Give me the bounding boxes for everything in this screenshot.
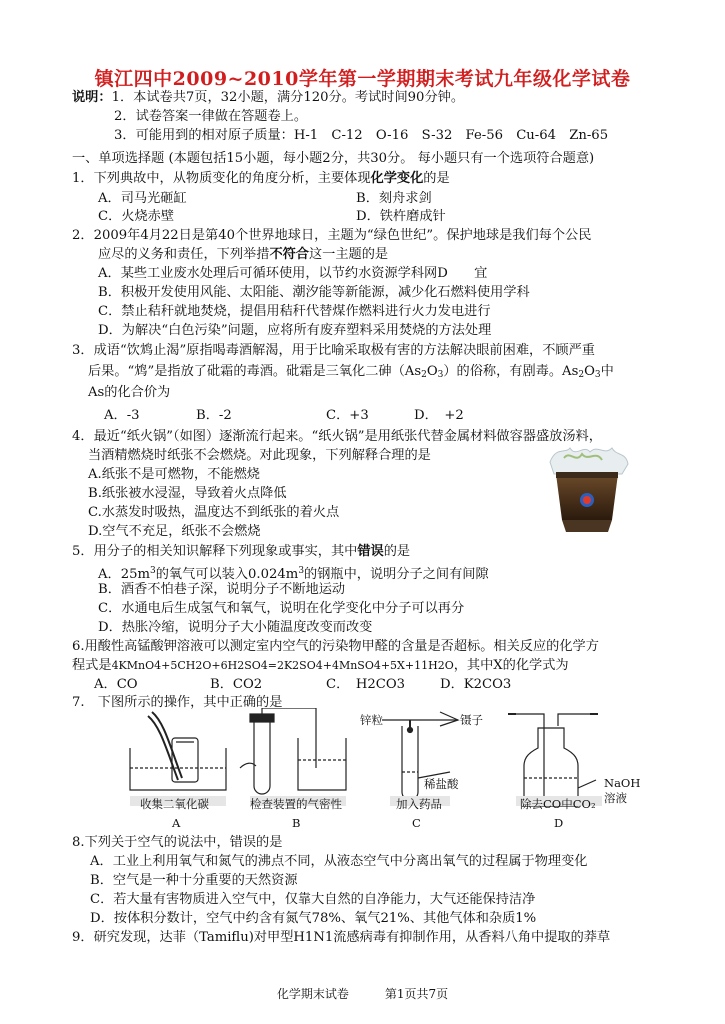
- q2-emphasis: 不符合: [269, 247, 309, 262]
- q5-a-text-3: 的钢瓶中，说明分子之间有间隙: [304, 567, 489, 582]
- q2-text-a: 应尽的义务和责任，下列举措: [98, 247, 270, 262]
- q5-a-text-1: A．25m: [98, 567, 150, 582]
- q6-option-a: A．CO: [94, 677, 138, 692]
- q3-option-b: B．-2: [196, 408, 232, 423]
- q3-line-3: As的化合价为: [88, 385, 171, 400]
- q7-stem: 7. 下图所示的操作，其中正确的是: [72, 695, 283, 710]
- note-3: 3．可能用到的相对原子质量：H-1 C-12 O-16 S-32 Fe-56 Cu-64 Zn-65: [114, 128, 609, 143]
- label-zinc: 锌粒: [360, 713, 383, 727]
- q2-option-b: B．积极开发使用风能、太阳能、潮汐能等新能源，减少化石燃料使用学科: [98, 285, 530, 300]
- q4-option-c: C.水蒸发时吸热，温度达不到纸张的着火点: [88, 505, 340, 520]
- q5-stem-text: 5．用分子的相关知识解释下列现象或事实，其中: [72, 544, 358, 559]
- q3-line-1: 3．成语“饮鸩止渴”原指喝毒酒解渴，用于比喻采取极有害的方法解决眼前困难，不顾严重: [72, 343, 595, 358]
- label-tweezers: 镊子: [460, 713, 483, 727]
- q6-line-1: 6.用酸性高锰酸钾溶液可以测定室内空气的污染物甲醛的含量是否超标。相关反应的化学方: [72, 639, 599, 654]
- q1-option-b: B．刻舟求剑: [356, 191, 432, 206]
- q6-text-a: 程式是: [72, 658, 112, 673]
- label-dilute-hcl: 稀盐酸: [424, 777, 459, 791]
- q3-sub-2: 3: [437, 370, 444, 380]
- q5-stem: [72, 543, 410, 561]
- caption-a: 收集二氧化碳: [140, 797, 209, 811]
- q3-sub-3: 2: [578, 370, 585, 380]
- q3-line-2: [88, 363, 614, 384]
- caption-d: 除去CO中CO₂: [520, 797, 596, 811]
- q3-text-i: 中: [600, 364, 614, 379]
- caption-c: 加入药品: [396, 797, 442, 811]
- q2-text-c: 这一主题的是: [309, 247, 389, 262]
- q3-sub-1: 2: [421, 370, 427, 380]
- q6-option-d: D．K2CO3: [440, 677, 512, 692]
- q8-option-c: C．若大量有害物质进入空气中，仅靠大自然的自净能力，大气还能保持洁净: [90, 892, 536, 907]
- q3-text-o2: O: [584, 364, 595, 379]
- q2-line-2: [98, 246, 388, 264]
- q3-option-d: D． +2: [414, 408, 464, 423]
- q6-line-2: [72, 657, 569, 675]
- figure-letter-c: C: [412, 816, 421, 830]
- question-1-stem: [72, 170, 450, 188]
- q5-a-sup-1: 3: [150, 566, 156, 576]
- notes-line-1: [72, 89, 464, 107]
- q3-text-e: ）的俗称，有剧毒。As: [443, 364, 579, 379]
- section-heading: 一、单项选择题 (本题包括15小题，每小题2分，共30分。 每小题只有一个选项符合题意): [72, 151, 595, 166]
- q8-option-b: B．空气是一种十分重要的天然资源: [90, 873, 298, 888]
- q8-stem: 8.下列关于空气的说法中，错误的是: [72, 835, 283, 850]
- q9-line-1: 9．研究发现，达菲（Tamiflu)对甲型H1N1流感病毒有抑制作用，从香料八角中提取的莽草: [72, 930, 611, 945]
- figure-letter-b: B: [292, 816, 301, 830]
- q6-equation: 4KMnO4+5CH2O+6H2SO4=2K2SO4+4MnSO4+5X+11H2O: [111, 659, 454, 672]
- q5-a-text-2: 的氧气可以装入0.024m: [155, 567, 299, 582]
- q5-emphasis: 错误: [357, 544, 384, 559]
- q4-option-a: A.纸张不是可燃物，不能燃烧: [88, 467, 260, 482]
- note-1: 1．本试卷共7页，32小题，满分120分。考试时间90分钟。: [111, 90, 465, 105]
- q1-option-c: C．火烧赤壁: [98, 209, 175, 224]
- q3-sub-4: 3: [594, 370, 601, 380]
- label-solution: 溶液: [604, 791, 627, 805]
- notes-label: 说明：: [72, 90, 112, 105]
- note-2: 2．试卷答案一律做在答题卷上。: [114, 109, 308, 124]
- q3-option-a: A．-3: [104, 408, 140, 423]
- q1-stem-end: 的是: [423, 171, 450, 186]
- q4-option-b: B.纸张被水浸湿，导致着火点降低: [88, 486, 287, 501]
- q8-option-d: D．按体积分数计，空气中约含有氮气78%、氧气21%、其他气体和杂质1%: [90, 911, 537, 926]
- q5-a-sup-2: 3: [298, 566, 305, 576]
- q2-option-c: C．禁止秸秆就地焚烧，提倡用秸秆代替煤作燃料进行火力发电进行: [98, 304, 491, 319]
- paper-hotpot-image: [542, 444, 632, 536]
- q5-option-c: C．水通电后生成氢气和氧气，说明在化学变化中分子可以再分: [98, 601, 465, 616]
- q2-line-1: 2．2009年4月22日是第40个世界地球日，主题为“绿色世纪”。保护地球是我们每个公民: [72, 228, 592, 243]
- q1-option-d: D．铁杵磨成针: [356, 209, 446, 224]
- q1-stem-text: 1．下列典故中，从物质变化的角度分析，主要体现: [72, 171, 371, 186]
- q6-option-b: B．CO2: [210, 677, 263, 692]
- q8-option-a: A．工业上利用氧气和氮气的沸点不同，从液态空气中分离出氧气的过程属于物理变化: [90, 854, 588, 869]
- q5-stem-end: 的是: [383, 544, 411, 559]
- q6-text-b: ，其中X的化学式为: [453, 658, 569, 673]
- page-title: 镇江四中2009~2010学年第一学期期末考试九年级化学试卷: [94, 68, 631, 90]
- q3-text-o1: O: [426, 364, 438, 379]
- q6-option-c: C． H2CO3: [326, 677, 406, 692]
- label-naoh: NaOH: [604, 776, 641, 790]
- q4-line-1: 4．最近“纸火锅”（如图）逐渐流行起来。“纸火锅”是用纸张代替金属材料做容器盛放汤料，: [72, 429, 602, 444]
- figure-letter-d: D: [554, 816, 564, 830]
- caption-b: 检查装置的气密性: [250, 797, 342, 811]
- q2-option-d: D．为解决“白色污染”问题，应将所有废弃塑料采用焚烧的方法处理: [98, 323, 492, 338]
- q3-text-a: 后果。“鸩”是指放了砒霜的毒酒。砒霜是三氧化二砷（As: [88, 364, 422, 379]
- q4-line-2: 当酒精燃烧时纸张不会燃烧。对此现象，下列解释合理的是: [88, 448, 431, 463]
- q1-option-a: A．司马光砸缸: [98, 191, 187, 206]
- page-footer: 化学期末试卷 第1页共7页: [276, 987, 449, 1001]
- figure-letter-a: A: [172, 816, 181, 830]
- q2-option-a: A．某些工业废水处理后可循环使用，以节约水资源学科网D 宜: [98, 266, 488, 281]
- q1-emphasis: 化学变化: [370, 171, 424, 186]
- q3-option-c: C．+3: [326, 408, 369, 423]
- q5-option-b: B．酒香不怕巷子深，说明分子不断地运动: [98, 582, 346, 597]
- q4-option-d: D.空气不充足，纸张不会燃烧: [88, 524, 261, 539]
- q5-option-d: D．热胀冷缩，说明分子大小随温度改变而改变: [98, 620, 373, 635]
